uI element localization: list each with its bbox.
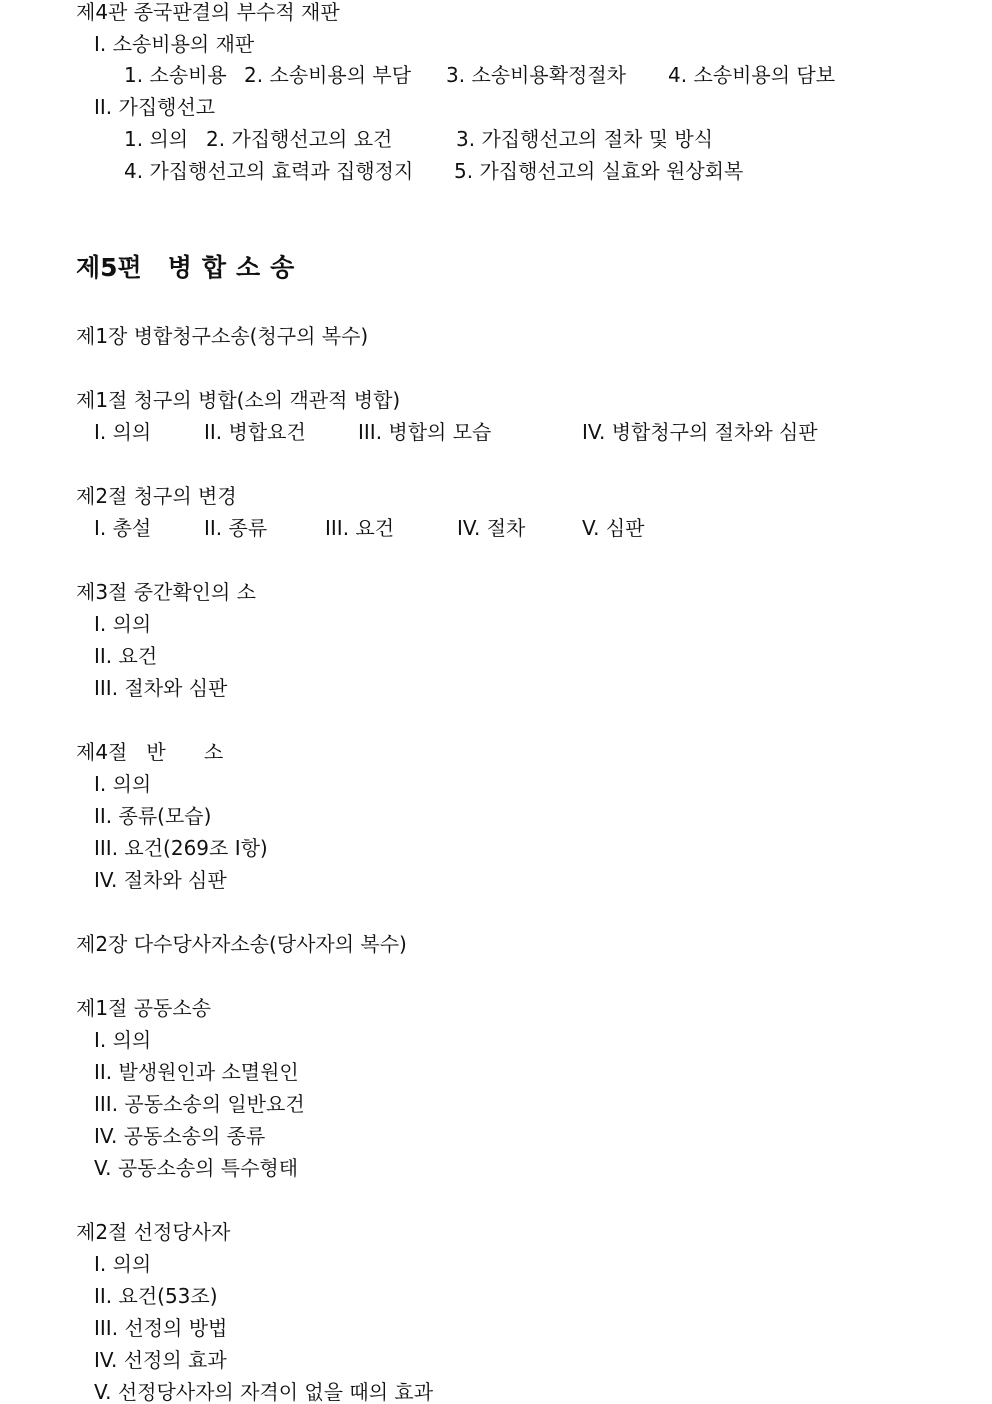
chapter-heading: 제1장 병합청구소송(청구의 복수) [76, 324, 369, 348]
list-item: 5. 가집행선고의 실효와 원상회복 [454, 159, 744, 183]
item-row [0, 420, 992, 444]
subsection-title: I. 소송비용의 재판 [94, 32, 255, 56]
list-item: 4. 소송비용의 담보 [668, 63, 836, 87]
section-heading: 제1절 공동소송 [76, 996, 212, 1020]
list-item: 1. 소송비용 [124, 63, 227, 87]
list-item: V. 선정당사자의 자격이 없을 때의 효과 [94, 1380, 434, 1404]
item-row [0, 63, 992, 87]
subsection-title: II. 가집행선고 [94, 95, 216, 119]
list-item: IV. 절차와 심판 [94, 868, 227, 892]
part-name: 병합소송 [167, 253, 305, 282]
list-item: V. 공동소송의 특수형태 [94, 1156, 299, 1180]
item-row [0, 516, 992, 540]
list-item: II. 요건 [94, 644, 158, 668]
item-row [0, 127, 992, 151]
part-number: 제5편 [76, 253, 142, 282]
list-item: I. 의의 [94, 772, 152, 796]
list-item: IV. 병합청구의 절차와 심판 [582, 420, 818, 444]
section-heading: 제2절 선정당사자 [76, 1220, 231, 1244]
list-item: III. 요건(269조 I항) [94, 836, 268, 860]
list-item: III. 선정의 방법 [94, 1316, 228, 1340]
list-item: III. 병합의 모습 [358, 420, 492, 444]
list-item: 3. 소송비용확정절차 [446, 63, 626, 87]
list-item: II. 종류(모습) [94, 804, 212, 828]
section-heading: 제2절 청구의 변경 [76, 484, 237, 508]
list-item: I. 의의 [94, 1028, 152, 1052]
section-heading: 제4관 종국판결의 부수적 재판 [76, 0, 340, 24]
section-heading: 제3절 중간확인의 소 [76, 580, 256, 604]
list-item: III. 공동소송의 일반요건 [94, 1092, 305, 1116]
list-item: II. 요건(53조) [94, 1284, 218, 1308]
list-item: II. 발생원인과 소멸원인 [94, 1060, 299, 1084]
list-item: I. 총설 [94, 516, 152, 540]
list-item: V. 심판 [582, 516, 645, 540]
list-item: II. 병합요건 [204, 420, 306, 444]
list-item: 3. 가집행선고의 절차 및 방식 [456, 127, 714, 151]
list-item: 2. 가집행선고의 요건 [206, 127, 393, 151]
list-item: I. 의의 [94, 612, 152, 636]
part-title [76, 253, 304, 283]
chapter-heading: 제2장 다수당사자소송(당사자의 복수) [76, 932, 407, 956]
list-item: III. 요건 [325, 516, 395, 540]
list-item: II. 종류 [204, 516, 268, 540]
list-item: 2. 소송비용의 부담 [244, 63, 412, 87]
list-item: I. 의의 [94, 1252, 152, 1276]
item-row [0, 159, 992, 183]
list-item: 4. 가집행선고의 효력과 집행정지 [124, 159, 414, 183]
list-item: IV. 절차 [457, 516, 526, 540]
list-item: IV. 선정의 효과 [94, 1348, 227, 1372]
list-item: IV. 공동소송의 종류 [94, 1124, 266, 1148]
section-heading: 제4절 반 소 [76, 740, 224, 764]
list-item: I. 의의 [94, 420, 152, 444]
list-item: III. 절차와 심판 [94, 676, 228, 700]
list-item: 1. 의의 [124, 127, 189, 151]
section-heading: 제1절 청구의 병합(소의 객관적 병합) [76, 388, 401, 412]
